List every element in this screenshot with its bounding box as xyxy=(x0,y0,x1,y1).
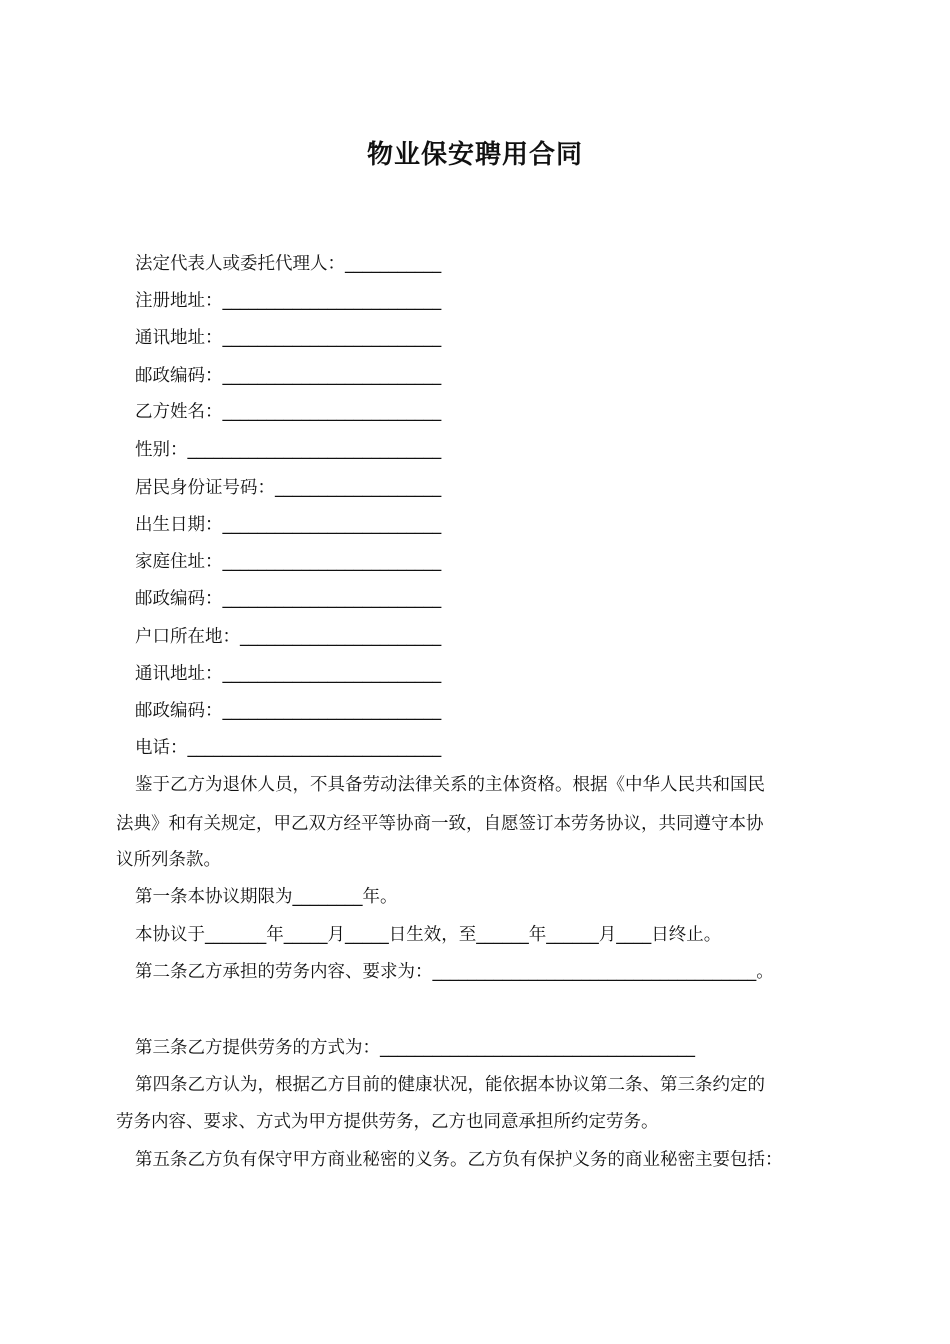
field-postal-code: 邮政编码：_________________________ xyxy=(135,366,442,386)
field-mailing-address: 通讯地址：_________________________ xyxy=(135,328,442,348)
clause-2: 第二条乙方承担的劳务内容、要求为：_____________________________________。 xyxy=(135,962,774,982)
preamble-line-3: 议所列条款。 xyxy=(116,850,221,870)
field-mailing-address-2: 通讯地址：_________________________ xyxy=(135,664,442,684)
clause-4-line-1: 第四条乙方认为，根据乙方目前的健康状况，能依据本协议第二条、第三条约定的 xyxy=(135,1075,765,1095)
field-registered-address: 注册地址：_________________________ xyxy=(135,291,442,311)
field-party-b-name: 乙方姓名：_________________________ xyxy=(135,402,442,422)
clause-1-dates: 本协议于_______年_____月_____日生效，至______年______月____日终止。 xyxy=(135,925,722,945)
field-phone: 电话：_____________________________ xyxy=(135,738,442,758)
clause-5: 第五条乙方负有保守甲方商业秘密的义务。乙方负有保护义务的商业秘密主要包括： xyxy=(135,1150,783,1170)
field-gender: 性别：_____________________________ xyxy=(135,440,442,460)
clause-4-line-2: 劳务内容、要求、方式为甲方提供劳务，乙方也同意承担所约定劳务。 xyxy=(116,1112,659,1132)
field-id-number: 居民身份证号码：___________________ xyxy=(135,478,442,498)
field-household-registration: 户口所在地：_______________________ xyxy=(135,627,442,647)
preamble-line-1: 鉴于乙方为退休人员，不具备劳动法律关系的主体资格。根据《中华人民共和国民 xyxy=(135,775,765,795)
field-home-address: 家庭住址：_________________________ xyxy=(135,552,442,572)
field-birth-date: 出生日期：_________________________ xyxy=(135,515,442,535)
clause-3: 第三条乙方提供劳务的方式为：____________________________________ xyxy=(135,1038,695,1058)
field-postal-code-2: 邮政编码：_________________________ xyxy=(135,589,442,609)
field-legal-representative: 法定代表人或委托代理人：___________ xyxy=(135,254,442,274)
preamble-line-2: 法典》和有关规定，甲乙双方经平等协商一致，自愿签订本劳务协议，共同遵守本协 xyxy=(116,814,764,834)
document-title: 物业保安聘用合同 xyxy=(366,140,583,170)
clause-1: 第一条本协议期限为________年。 xyxy=(135,887,398,907)
field-postal-code-3: 邮政编码：_________________________ xyxy=(135,701,442,721)
